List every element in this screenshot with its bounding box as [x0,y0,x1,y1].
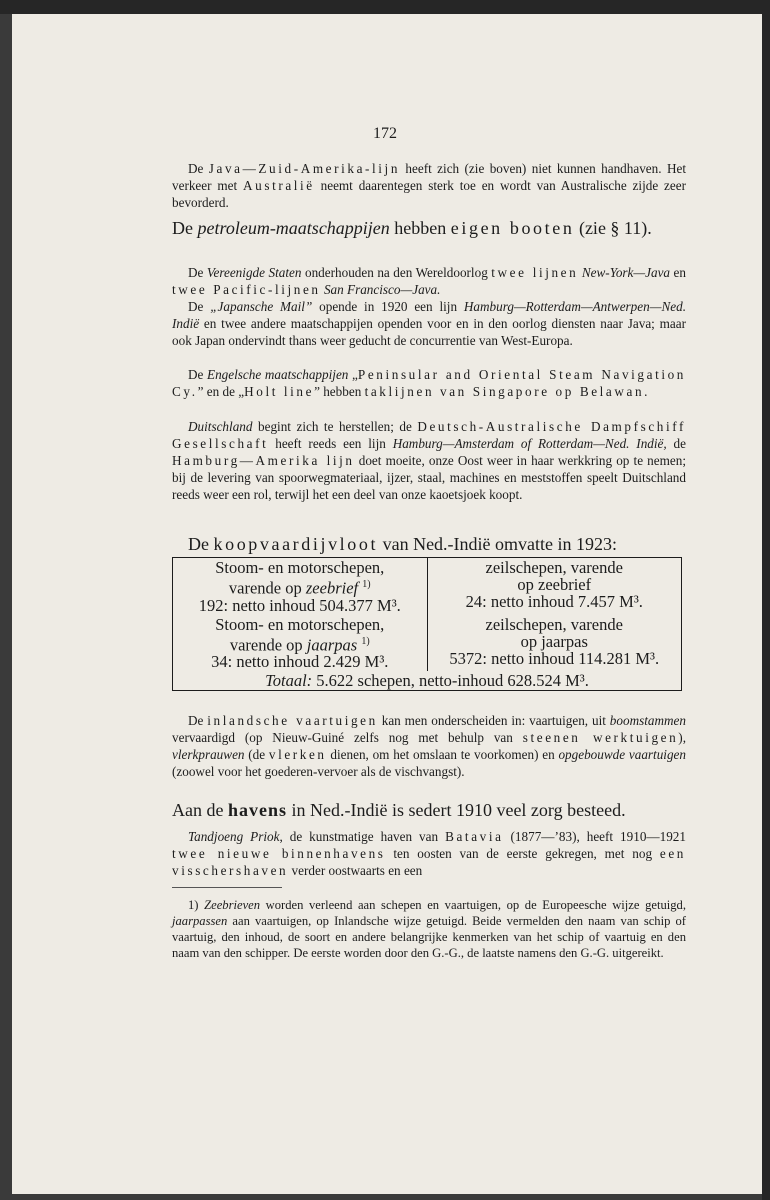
table-cell: zeilschepen, varende op jaarpas 5372: netto inhoud 114.281 M³. [449,614,660,668]
heading-koopvaardijvloot: De koopvaardijvloot van Ned.-Indië omvatte in 1923: [188,534,618,554]
paragraph-vereenigde-staten: De Vereenigde Staten onderhouden na den Wereldoorlog twee lijnen New-York—Java en twee Pacific-lijnen San Francisco—Java. [172,265,686,297]
footnote-rule [172,887,282,888]
scan-border-right [762,0,770,1200]
fleet-table [172,557,682,691]
paragraph-tandjoeng-priok: Tandjoeng Priok, de kunstmatige haven van Batavia (1877—’83), heeft 1910—1921 twee nieuwe binnenhavens ten oosten van de eerste gekregen, met nog een visschershaven verder oostwaarts en een [172,829,686,878]
table-total: Totaal: 5.622 schepen, netto-inhoud 628.524 M³. [265,671,589,690]
table-row [173,671,682,691]
table-cell: Stoom- en motorschepen, varende op zeebrief $^{1)}$ 192: netto inhoud 504.377 M³. [173,558,428,615]
paragraph-inlandsche-vaartuigen: De inlandsche vaartuigen kan men onderscheiden in: vaartuigen, uit boomstammen vervaardigd (op Nieuw-Guiné zelfs nog met behulp van steenen werktuigen), vlerkprauwen (de vlerken dienen, om het omslaan te voorkomen) en opgebouwde vaartuigen (zoowel voor het goederen-vervoer als de vischvangst). [172,713,687,779]
heading-petroleum: De petroleum-maatschappijen hebben eigen booten (zie § 11). [172,218,652,238]
table-row [173,615,682,672]
scan-border-top [0,0,762,14]
paragraph-japansche-mail: De „Japansche Mail” opende in 1920 een lijn Hamburg—Rotterdam—Antwerpen—Ned. Indië en twee andere maatschappijen openden voor en in den oorlog diensten naar Java; maar ook Japan ondervindt thans weer geducht de concurrentie van West-Europa. [172,299,686,348]
heading-havens: Aan de havens in Ned.-Indië is sedert 1910 veel zorg besteed. [172,800,626,820]
paragraph-engelsche: De Engelsche maatschappijen „Peninsular and Oriental Steam Navigation Cy.” en de „Holt line” hebben taklijnen van Singapore op Belawan. [172,367,686,399]
paragraph-java-zuid-amerika: De Java—Zuid-Amerika-lijn heeft zich (zie boven) niet kunnen handhaven. Het verkeer met Australië neemt daarentegen sterk toe en wordt van Australische zijde zeer bevorderd. [172,161,686,210]
table-cell: Stoom- en motorschepen, varende op jaarpas $^{1)}$ 34: netto inhoud 2.429 M³. [173,615,428,672]
page-number: 172 [373,125,397,142]
table-cell: zeilschepen, varende op zeebrief 24: netto inhoud 7.457 M³. [465,558,643,611]
paragraph-duitschland: Duitschland begint zich te herstellen; de Deutsch-Australische Dampfschiff Gesellschaft heeft reeds een lijn Hamburg—Amsterdam of Rotterdam—Ned. Indië, de Hamburg—Amerika lijn doet moeite, onze Oost weer in haar werkkring op te nemen; bij de levering van spoorwegmateriaal, ijzer, staal, machines en meststoffen speelt Duitschland reeds weer een rol, terwijl het een deel van onze kaoetsjoek koopt. [172,419,686,502]
table-row [173,558,682,615]
footnote: 1) Zeebrieven worden verleend aan schepen en vaartuigen, op de Europeesche wijze getuigd, jaarpassen aan vaartuigen, op Inlandsche wijze getuigd. Beide vermelden den naam van schip of vaartuig, den inhoud, de soort en andere belangrijke kenmerken van het schip of vaartuig en den naam van den schipper. De eerste worden door den G.-G., de laatste namens den G.-G. uitgereikt. [172,898,686,960]
